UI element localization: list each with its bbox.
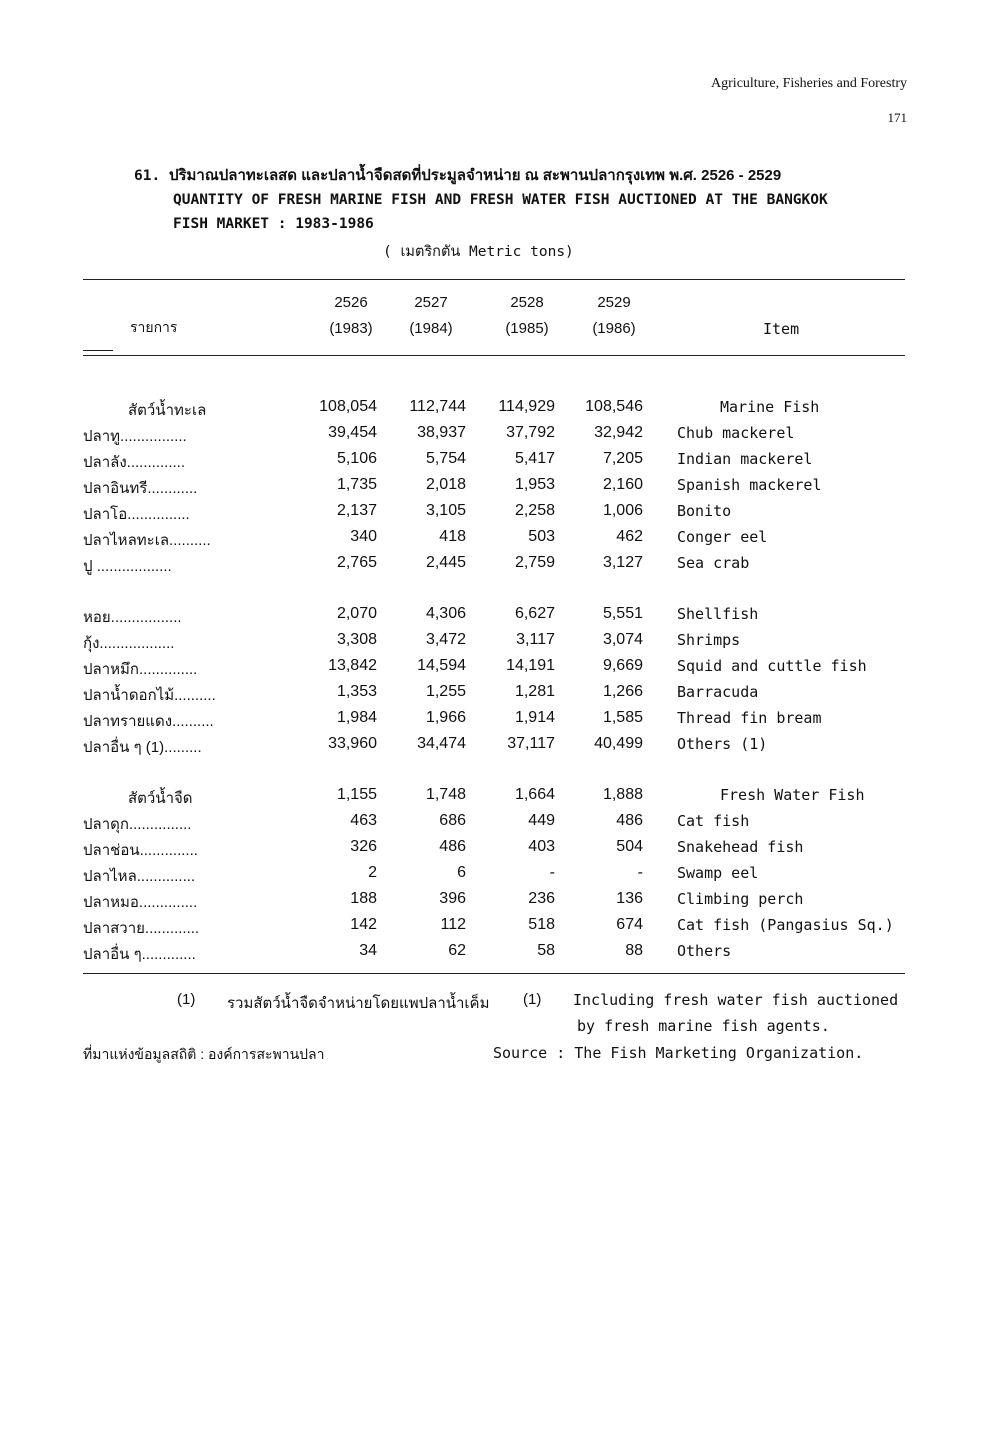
english-note-marker: (1) (523, 991, 542, 1008)
cell-value: 108,054 (319, 398, 377, 415)
table-row (0, 552, 990, 578)
cell-value: 108,546 (585, 398, 643, 415)
page-number: 171 (887, 110, 907, 125)
column-year-thai: 2529 (597, 294, 631, 311)
cell-value: 13,842 (328, 657, 377, 674)
row-label-english: Barracuda (677, 683, 759, 701)
cell-value: 6 (457, 864, 466, 881)
title-english-line1: QUANTITY OF FRESH MARINE FISH AND FRESH WATER FISH AUCTIONED AT THE BANGKOK (173, 192, 828, 208)
cell-value: 1,585 (602, 709, 643, 726)
cell-value: - (637, 864, 643, 881)
table-row (0, 603, 990, 629)
row-label-thai: ปลาโอ............... (83, 506, 190, 523)
cell-value: 1,953 (514, 476, 555, 493)
column-year-thai: 2527 (414, 294, 448, 311)
title-thai: ปริมาณปลาทะเลสด และปลาน้ำจืดสดที่ประมูลจำหน่าย ณ สะพานปลากรุงเทพ พ.ศ. 2526 - 2529 (168, 167, 782, 184)
column-year-english: (1984) (409, 320, 453, 337)
column-year-english: (1983) (329, 320, 373, 337)
column-year-english: (1986) (592, 320, 636, 337)
column-header-1985 (492, 290, 562, 342)
table-group-row (0, 784, 990, 810)
cell-value: 34 (359, 942, 377, 959)
row-label-thai: สัตว์น้ำทะเล (128, 402, 207, 419)
cell-value: 1,888 (602, 786, 643, 803)
unit-label: ( เมตริกตัน Metric tons) (383, 244, 574, 260)
row-label-thai: ปลาลัง.............. (83, 454, 185, 471)
row-label-english: Sea crab (677, 554, 750, 572)
cell-value: 58 (537, 942, 555, 959)
cell-value: 188 (350, 890, 377, 907)
cell-value: 14,191 (506, 657, 555, 674)
row-label-english: Shellfish (677, 605, 759, 623)
cell-value: 1,266 (602, 683, 643, 700)
table-title (134, 164, 894, 236)
cell-value: 114,929 (498, 398, 555, 415)
cell-value: 2,137 (336, 502, 377, 519)
table-row (0, 474, 990, 500)
row-label-thai: ปลาไหลทะเล.......... (83, 532, 211, 549)
row-label-english: Shrimps (677, 631, 741, 649)
row-label-thai: ปลาสวาย............. (83, 920, 200, 937)
table-row (0, 655, 990, 681)
cell-value: 2,759 (514, 554, 555, 571)
row-label-thai: หอย................. (83, 609, 182, 626)
row-label-thai: สัตว์น้ำจืด (128, 790, 193, 807)
row-label-thai: ปลาทรายแดง.......... (83, 713, 214, 730)
cell-value: 1,664 (514, 786, 555, 803)
cell-value: 486 (439, 838, 466, 855)
row-label-thai: ปลาอื่น ๆ (1)......... (83, 739, 202, 756)
cell-value: 6,627 (514, 605, 555, 622)
row-label-english: Fresh Water Fish (720, 786, 865, 804)
table-row (0, 940, 990, 966)
cell-value: 5,417 (514, 450, 555, 467)
thai-source: ที่มาแห่งข้อมูลสถิติ : องค์การสะพานปลา (83, 1046, 325, 1062)
thai-note-marker: (1) (177, 991, 196, 1008)
table-row (0, 733, 990, 759)
row-label-english: Climbing perch (677, 890, 804, 908)
cell-value: 518 (528, 916, 555, 933)
cell-value: 326 (350, 838, 377, 855)
cell-value: 462 (616, 528, 643, 545)
row-label-thai: ปลาหมึก.............. (83, 661, 198, 678)
table-row (0, 914, 990, 940)
row-label-thai: ปลาทู................ (83, 428, 187, 445)
row-label-thai: ปลาดุก............... (83, 816, 192, 833)
cell-value: 686 (439, 812, 466, 829)
row-label-english: Thread fin bream (677, 709, 822, 727)
cell-value: 7,205 (602, 450, 643, 467)
cell-value: 486 (616, 812, 643, 829)
cell-value: 2,445 (425, 554, 466, 571)
cell-value: 340 (350, 528, 377, 545)
row-label-thai: ปลาไหล.............. (83, 868, 196, 885)
cell-value: 3,105 (425, 502, 466, 519)
cell-value: 236 (528, 890, 555, 907)
table-row (0, 526, 990, 552)
table-row (0, 448, 990, 474)
cell-value: 62 (448, 942, 466, 959)
table-top-rule (83, 279, 905, 280)
cell-value: 1,914 (514, 709, 555, 726)
table-row (0, 810, 990, 836)
row-label-english: Indian mackerel (677, 450, 813, 468)
row-label-english: Cat fish (Pangasius Sq.) (677, 916, 894, 934)
cell-value: 2 (368, 864, 377, 881)
cell-value: 5,754 (425, 450, 466, 467)
cell-value: 674 (616, 916, 643, 933)
row-label-english: Others (1) (677, 735, 768, 753)
row-label-thai: ปลาหมอ.............. (83, 894, 198, 911)
cell-value: 142 (350, 916, 377, 933)
row-label-thai: ปลาอินทรี............ (83, 480, 198, 497)
cell-value: 5,106 (336, 450, 377, 467)
table-group-row (0, 396, 990, 422)
cell-value: 88 (625, 942, 643, 959)
column-header-1983 (316, 290, 386, 342)
row-label-english: Swamp eel (677, 864, 759, 882)
table-row (0, 629, 990, 655)
table-row (0, 888, 990, 914)
cell-value: 1,353 (336, 683, 377, 700)
column-header-1984 (396, 290, 466, 342)
cell-value: 33,960 (328, 735, 377, 752)
cell-value: 2,070 (336, 605, 377, 622)
cell-value: 503 (528, 528, 555, 545)
cell-value: 38,937 (417, 424, 466, 441)
cell-value: 396 (439, 890, 466, 907)
cell-value: 112 (440, 916, 466, 933)
cell-value: 2,160 (602, 476, 643, 493)
cell-value: 3,308 (336, 631, 377, 648)
cell-value: 403 (528, 838, 555, 855)
english-footnote-line1: Including fresh water fish auctioned (573, 991, 899, 1009)
item-english-header: Item (763, 320, 800, 338)
column-year-thai: 2526 (334, 294, 368, 311)
cell-value: 1,748 (425, 786, 466, 803)
cell-value: 1,281 (514, 683, 555, 700)
cell-value: 418 (439, 528, 466, 545)
cell-value: 1,006 (602, 502, 643, 519)
cell-value: 136 (616, 890, 643, 907)
cell-value: 5,551 (602, 605, 643, 622)
english-source: Source : The Fish Marketing Organization. (493, 1044, 864, 1062)
cell-value: 37,792 (506, 424, 555, 441)
row-label-thai: ปลาน้ำดอกไม้.......... (83, 687, 216, 704)
row-label-english: Bonito (677, 502, 732, 520)
cell-value: 2,258 (514, 502, 555, 519)
title-english-line2: FISH MARKET : 1983-1986 (173, 216, 374, 232)
row-label-english: Others (677, 942, 732, 960)
cell-value: 9,669 (602, 657, 643, 674)
cell-value: 32,942 (594, 424, 643, 441)
row-label-english: Marine Fish (720, 398, 820, 416)
cell-value: 1,255 (425, 683, 466, 700)
cell-value: 4,306 (425, 605, 466, 622)
table-row (0, 500, 990, 526)
cell-value: 40,499 (594, 735, 643, 752)
section-header: Agriculture, Fisheries and Forestry (711, 76, 907, 91)
table-row (0, 862, 990, 888)
column-year-thai: 2528 (510, 294, 544, 311)
cell-value: 1,966 (425, 709, 466, 726)
cell-value: 2,765 (336, 554, 377, 571)
table-row (0, 422, 990, 448)
cell-value: 463 (350, 812, 377, 829)
cell-value: 504 (616, 838, 643, 855)
cell-value: 34,474 (417, 735, 466, 752)
cell-value: 3,472 (425, 631, 466, 648)
table-header-rule (83, 355, 905, 356)
column-header-1986 (579, 290, 649, 342)
table-row (0, 836, 990, 862)
row-label-english: Cat fish (677, 812, 750, 830)
cell-value: - (549, 864, 555, 881)
table-bottom-rule (83, 973, 905, 974)
cell-value: 2,018 (425, 476, 466, 493)
cell-value: 3,127 (602, 554, 643, 571)
row-label-english: Squid and cuttle fish (677, 657, 867, 675)
row-label-english: Chub mackerel (677, 424, 795, 442)
row-label-thai: ปลาอื่น ๆ............. (83, 946, 196, 963)
row-label-english: Spanish mackerel (677, 476, 822, 494)
cell-value: 1,155 (336, 786, 377, 803)
cell-value: 1,984 (336, 709, 377, 726)
cell-value: 3,074 (602, 631, 643, 648)
row-label-thai: ปู .................. (83, 558, 172, 575)
header-rule-mark (83, 350, 113, 351)
english-footnote-line2: by fresh marine fish agents. (577, 1017, 830, 1035)
cell-value: 39,454 (328, 424, 377, 441)
table-row (0, 681, 990, 707)
cell-value: 37,117 (507, 735, 555, 752)
row-label-thai: กุ้ง.................. (83, 635, 175, 652)
row-label-english: Conger eel (677, 528, 768, 546)
cell-value: 14,594 (417, 657, 466, 674)
table-number: 61. (134, 168, 161, 184)
column-year-english: (1985) (505, 320, 549, 337)
cell-value: 112,744 (409, 398, 466, 415)
cell-value: 1,735 (336, 476, 377, 493)
cell-value: 3,117 (516, 631, 555, 648)
row-label-thai: ปลาช่อน.............. (83, 842, 198, 859)
thai-footnote: รวมสัตว์น้ำจืดจำหน่ายโดยแพปลาน้ำเค็ม (227, 995, 490, 1012)
row-label-english: Snakehead fish (677, 838, 804, 856)
table-row (0, 707, 990, 733)
cell-value: 449 (528, 812, 555, 829)
item-thai-header: รายการ (130, 319, 178, 335)
